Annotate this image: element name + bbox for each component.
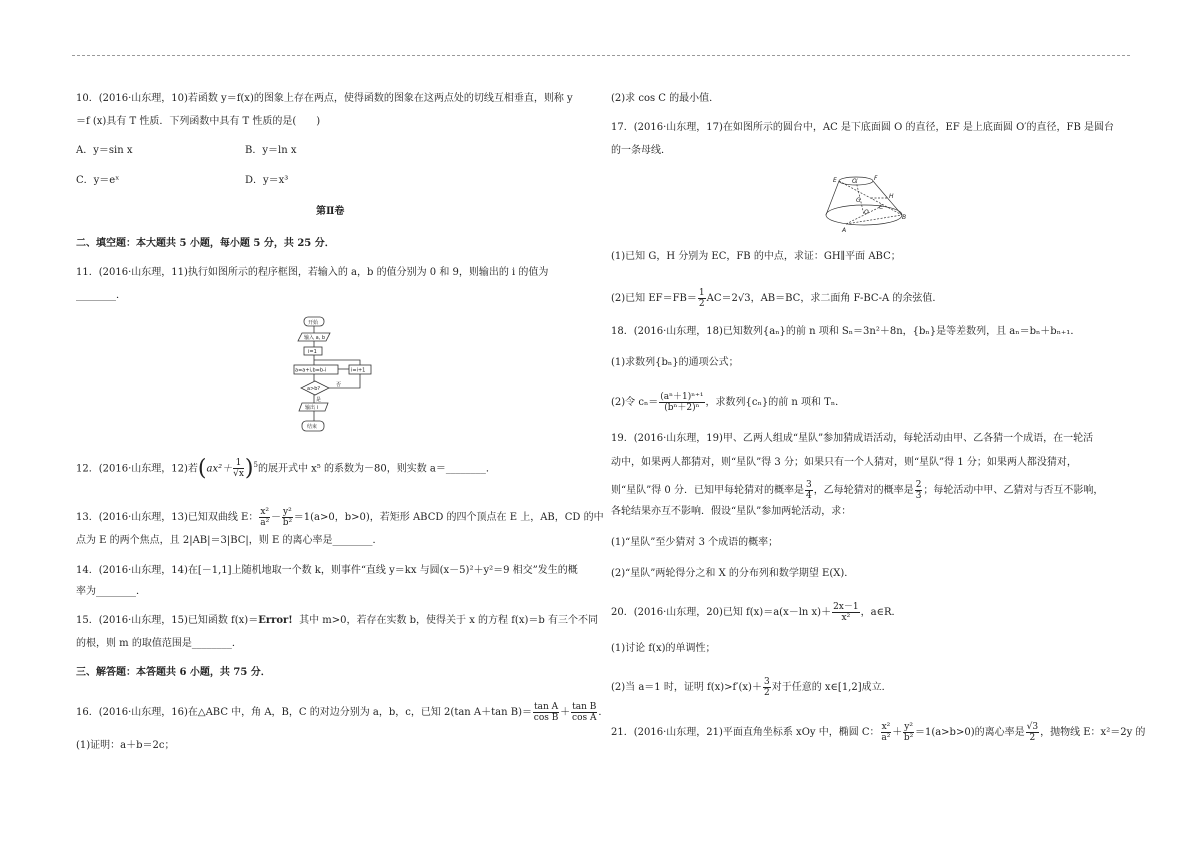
q18-line1: 18．(2016·山东理，18)已知数列{aₙ}的前 n 项和 Sₙ＝3n²＋8n，{bₙ}是等差数列，且 aₙ＝bₙ＋bₙ₊₁． [611, 326, 1081, 337]
q19-frac-34-den: 4 [805, 491, 812, 501]
q19-frac-23 [915, 480, 923, 501]
q15-line1 [76, 614, 598, 628]
q18-part1: (1)求数列{bₙ}的通项公式； [611, 357, 739, 368]
q13-minus: － [271, 512, 282, 523]
section-solution-heading: 三、解答题：本答题共 6 小题，共 75 分． [76, 667, 271, 678]
flow-assign-label: a=a+i,b=b-i [295, 367, 327, 374]
label-o-prime: O′ [852, 178, 859, 185]
q21-ecc-num: √3 [1026, 722, 1039, 732]
q19-line3-a: 则“星队”得 0 分．已知甲每轮猜对的概率是 [611, 485, 804, 496]
q18-fraction [659, 392, 704, 413]
q21-frac-x-num: x² [881, 722, 891, 732]
q21-frac-x-den: a² [881, 733, 891, 743]
label-e: E [833, 177, 837, 184]
q12-line [76, 455, 496, 481]
q10-option-b: B．y＝ln x [245, 145, 297, 156]
q18-frac-den: (bⁿ＋2)ⁿ [664, 403, 700, 413]
label-c: C [879, 204, 884, 211]
q16-frac1 [533, 702, 559, 723]
q21-frac-y-num: y² [904, 722, 913, 732]
q20-frac-32-den: 2 [763, 688, 770, 698]
q16-part1: (1)证明：a＋b＝2c； [76, 740, 175, 751]
q10-option-c: C．y＝eˣ [76, 175, 120, 186]
q20-fraction [832, 602, 860, 623]
q13-frac-y-num: y² [283, 507, 292, 517]
flow-input-label: 输入 a, b [304, 335, 326, 341]
flow-increment-label: i=i+1 [351, 367, 366, 374]
q15-line2: 的根，则 m 的取值范围是________． [76, 638, 242, 649]
q17-part1: (1)已知 G，H 分别为 EC，FB 的中点，求证：GH∥平面 ABC； [611, 251, 901, 262]
q17-part2-suffix: AC＝2√3，AB＝BC，求二面角 F-BC-A 的余弦值． [706, 293, 943, 304]
q14-line2: 率为________． [76, 586, 146, 597]
q13-frac-x-den: a² [260, 518, 270, 528]
q21-frac-y-den: b² [903, 733, 914, 743]
q16-line1 [76, 702, 608, 723]
q20-frac-den: x² [841, 613, 851, 623]
q13-frac-x-num: x² [260, 507, 270, 517]
q12-fraction [233, 458, 244, 479]
q12-suffix: 的展开式中 x⁵ 的系数为－80，则实数 a＝________． [257, 463, 496, 475]
q13-prefix: 13．(2016·山东理，13)已知双曲线 E： [76, 512, 259, 523]
part-two-heading: 第Ⅱ卷 [316, 206, 345, 217]
q20-frac-32 [763, 677, 771, 698]
program-flowchart [282, 316, 378, 438]
q21-mid: ＝1(a>b>0)的离心率是 [914, 727, 1025, 738]
label-b: B [902, 214, 907, 221]
q13-frac-y [282, 507, 293, 528]
q19-line3-c: ；每轮活动中甲、乙猜对与否互不影响， [923, 485, 1104, 496]
q20-frac-num: 2x－1 [833, 602, 859, 612]
q19-line3-b: ，乙每轮猜对的概率是 [813, 485, 914, 496]
q18-part2 [611, 392, 845, 413]
right-paren: ) [244, 455, 254, 481]
q20-part2-prefix: (2)当 a＝1 时，证明 f(x)>f′(x)＋ [611, 682, 762, 693]
q13-frac-y-den: b² [282, 518, 293, 528]
q20-frac-32-num: 3 [763, 677, 770, 687]
q15-prefix: 15．(2016·山东理，15)已知函数 f(x)＝ [76, 615, 259, 626]
q17-half-num: 1 [698, 288, 705, 298]
q10-option-a: A．y＝sin x [76, 145, 133, 156]
q16-dot: ． [598, 707, 609, 718]
q19-line2: 动中，如果两人都猜对，则“星队”得 3 分；如果只有一个人猜对，则“星队”得 1 分；如果两人都没猜对， [611, 457, 1077, 468]
q17-part2-prefix: (2)已知 EF＝FB＝ [611, 293, 697, 304]
frustum-figure [816, 172, 916, 234]
q19-part2: (2)“星队”两轮得分之和 X 的分布列和数学期望 E(X)． [611, 568, 855, 579]
q16-frac2 [571, 702, 597, 723]
q16-plus: ＋ [560, 707, 571, 718]
q20-prefix: 20．(2016·山东理，20)已知 f(x)＝a(x－ln x)＋ [611, 607, 832, 618]
q17-line1: 17．(2016·山东理，17)在如图所示的圆台中，AC 是下底面圆 O 的直径，EF 是上底面圆 O′的直径，FB 是圆台 [611, 122, 1115, 133]
q10-option-d: D．y＝x³ [245, 175, 289, 186]
flow-output-label: 输出 i [305, 405, 318, 411]
q21-ecc-den: 2 [1029, 733, 1036, 743]
label-o: O [864, 209, 869, 216]
q10-line1: 10．(2016·山东理，10)若函数 y＝f(x)的图象上存在两点，使得函数的图象在这两点处的切线互相垂直，则称 y [76, 93, 573, 104]
q18-frac-num: (aⁿ＋1)ⁿ⁺¹ [660, 392, 704, 402]
q20-line1 [611, 602, 902, 623]
q19-line4: 各轮结果亦互不影响．假设“星队”参加两轮活动，求： [611, 506, 852, 517]
q11-line1: 11．(2016·山东理，11)执行如图所示的程序框图，若输入的 a，b 的值分别为 0 和 9，则输出的 i 的值为 [76, 267, 549, 278]
q21-line1: 21．(2016·山东理，21)平面直角坐标系 xOy 中，椭圆 C： $\frac{\text{x²}}{\text{a²}}$ ＋ $\frac{\text{y²}}{\text{b²}}$ ＝1(a>b>0)的离心率是 $\frac{√3}{2}$ ，抛物线 E：x²＝2y 的 [611, 722, 1146, 743]
q15-suffix: 其中 m>0，若存在实数 b，使得关于 x 的方程 f(x)＝b 有三个不同 [299, 615, 598, 626]
q12-prefix: 12．(2016·山东理，12)若 [76, 463, 198, 475]
q16-frac2-num: tan B [572, 702, 597, 712]
q19-frac-23-num: 2 [915, 480, 922, 490]
q12-ax2: ax²＋ [206, 463, 233, 475]
q17-half [698, 288, 706, 309]
label-a: A [842, 227, 847, 234]
q21-frac-x [881, 722, 892, 743]
q21-frac-y [903, 722, 914, 743]
q11-line2: ________． [76, 290, 126, 301]
q14-line1: 14．(2016·山东理，14)在[－1,1]上随机地取一个数 k，则事件“直线 y＝kx 与圆(x－5)²＋y²＝9 相交”发生的概 [76, 565, 578, 576]
q16-frac1-num: tan A [534, 702, 559, 712]
flow-yes-label: 是 [316, 397, 322, 403]
q19-frac-34 [805, 480, 813, 501]
label-h: H [889, 193, 894, 200]
q16-part2: (2)求 cos C 的最小值． [611, 93, 720, 104]
q12-frac-den: √x [233, 469, 244, 480]
q21-suffix: ，抛物线 E：x²＝2y 的 [1040, 727, 1146, 738]
q10-line2: ＝f (x)具有 T 性质．下列函数中具有 T 性质的是( ) [76, 116, 321, 127]
q20-suffix: ，a∈R． [860, 607, 902, 618]
q13-frac-x [259, 507, 270, 528]
flow-init-label: i=1 [308, 349, 317, 355]
q16-frac1-den: cos B [533, 713, 559, 723]
left-paren: ( [197, 455, 207, 481]
q17-half-den: 2 [698, 299, 705, 309]
q17-line2: 的一条母线． [611, 145, 671, 156]
q21-ecc [1026, 722, 1039, 743]
q19-frac-23-den: 3 [915, 491, 922, 501]
q16-frac2-den: cos A [572, 713, 597, 723]
q15-error-text: Error! [258, 615, 293, 626]
q19-line3 [611, 480, 1103, 501]
q20-part2 [611, 677, 892, 698]
q18-part2-prefix: (2)令 cₙ＝ [611, 397, 659, 408]
q16-prefix: 16．(2016·山东理，16)在△ABC 中，角 A，B，C 的对边分别为 a，b，c，已知 2(tan A＋tan B)＝ [76, 707, 532, 718]
q17-part2 [611, 288, 942, 309]
q12-exponent: 5 [253, 461, 258, 469]
q18-part2-suffix: ，求数列{cₙ}的前 n 项和 Tₙ． [705, 397, 846, 408]
q13-line2: 点为 E 的两个焦点，且 2|AB|＝3|BC|，则 E 的离心率是________． [76, 535, 383, 546]
q19-part1: (1)“星队”至少猜对 3 个成语的概率； [611, 537, 779, 548]
q19-frac-34-num: 3 [805, 480, 812, 490]
flow-no-label: 否 [336, 382, 342, 388]
q13-line1 [76, 507, 604, 528]
q20-part2-suffix: 对于任意的 x∈[1,2]成立． [771, 682, 892, 693]
q20-part1: (1)讨论 f(x)的单调性； [611, 643, 716, 654]
label-f: F [874, 175, 878, 182]
q12-frac-num: 1 [233, 458, 244, 469]
section-fill-in-heading: 二、填空题：本大题共 5 小题，每小题 5 分，共 25 分． [76, 238, 335, 249]
flow-start-label: 开始 [308, 320, 319, 326]
flow-condition-label: a>b? [307, 386, 321, 392]
q19-line1: 19．(2016·山东理，19)甲、乙两人组成“星队”参加猜成语活动，每轮活动由甲、乙各猜一个成语，在一轮活 [611, 433, 1094, 444]
flow-end-label: 结束 [307, 424, 318, 430]
q13-suffix: ＝1(a>0，b>0)，若矩形 ABCD 的四个顶点在 E 上，AB，CD 的中 [293, 512, 604, 523]
header-dashed-rule [72, 55, 1130, 56]
label-g: G [856, 197, 861, 204]
q21-prefix: 21．(2016·山东理，21)平面直角坐标系 xOy 中，椭圆 C： [611, 727, 880, 738]
